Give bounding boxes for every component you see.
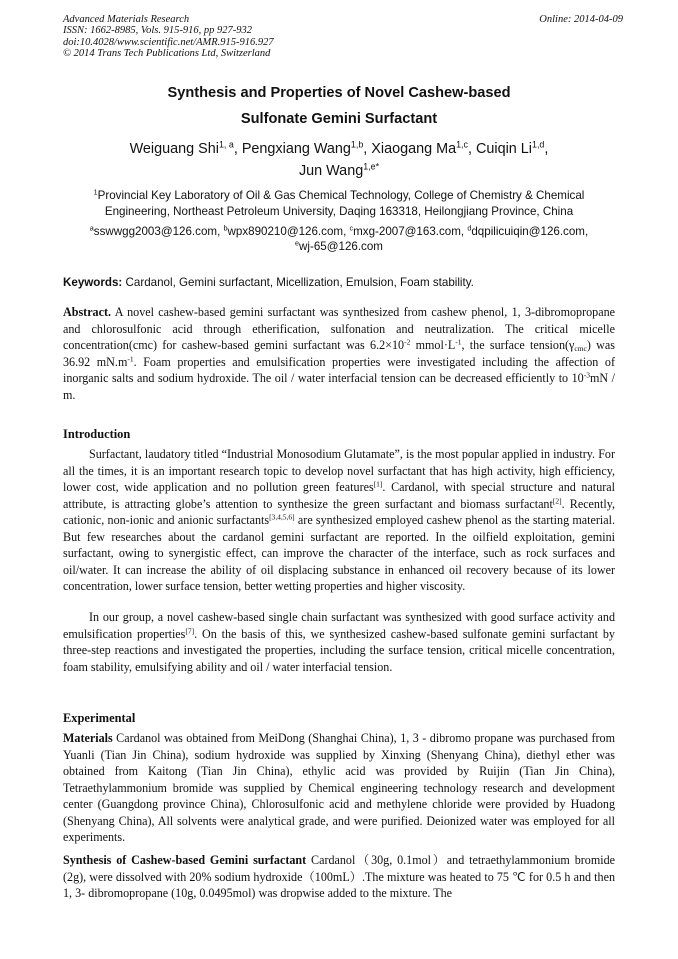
- author-name: Jun Wang: [298, 163, 364, 179]
- author-name: Weiguang Shi: [129, 141, 219, 157]
- title-line-1: Synthesis and Properties of Novel Cashew-based: [167, 85, 511, 101]
- email-link[interactable]: mxg-2007@163.com: [353, 225, 461, 238]
- citation[interactable]: [2]: [552, 496, 562, 505]
- email-list: $^a$sswwgg2003@126.com, $^b$wpx890210@126.com, $^c$mxg-2007@163.com, $^d$dqpilicuiqin@126.com, $^e$wj-65@126.com: [89, 223, 589, 253]
- title-line-2: Sulfonate Gemini Surfactant: [240, 111, 438, 127]
- email-link[interactable]: wpx890210@126.com: [227, 225, 344, 238]
- introduction-paragraph-1: Surfactant, laudatory titled “Industrial Monosodium Glutamate”, is the most popular applied in industry. For all the times, it is an important research topic to develop novel surfactant that has high activity, high efficiency, lower cost, wide application and no pollution green features[1]. Cardanol, with special structure and natural attribute, is attracting globe’s attention to synthesize the green surfactant and biomass surfactant[2]. Recently, cationic, non-ionic and anionic surfactants[3,4,5,6] are synthesized employed cashew phenol as the starting material. But few researches about the cardanol gemini surfactant are reported. In the oilfield exploitation, gemini surfactant, owing to synergistic effect, can improve the character of the interface, such as rock surfaces and oil/water. It can increase the ability of oil displacing substance in enhanced oil recovery because of its lower concentration, lower surface tension, better wetting properties and higher viscosity.: [63, 447, 616, 593]
- corresponding-author-asterisk: *: [375, 161, 380, 172]
- citation[interactable]: [3,4,5,6]: [269, 512, 295, 522]
- email-link[interactable]: wj-65@126.com: [299, 240, 383, 253]
- journal-doi: doi:10.4028/www.scientific.net/AMR.915-916.927: [63, 36, 274, 48]
- affiliation-line-1: Provincial Key Laboratory of Oil & Gas Chemical Technology, College of Chemistry & Chemical: [97, 189, 585, 202]
- paper-title: [63, 80, 615, 132]
- synthesis-label: Synthesis of Cashew-based Gemini surfactant: [63, 853, 307, 867]
- email-link[interactable]: dqpilicuiqin@126.com: [471, 225, 585, 238]
- materials-label: Materials: [63, 731, 113, 745]
- author-list: Weiguang Shi$^{1, a}$, Pengxiang Wang$^{1,b}$, Xiaogang Ma$^{1,c}$, Cuiqin Li$^{1,d}$, Jun Wang$^{1,e*}$: [129, 139, 549, 179]
- citation[interactable]: [7]: [185, 626, 195, 635]
- abstract: Abstract. A novel cashew-based gemini surfactant was synthesized from cashew phenol, 1, 3-dibromopropane and chlorosulfonic acid through etherification, sulfonation and neutralization. The critical micelle concentration(cmc) for cashew-based gemini surfactant was $6.2\times 10^{-2}$ $mmol\cdot L^{-1}$, the surface $tension(\gamma_{cmc})$ was 36.92 $mN.m^{-1}$. Foam properties and emulsification properties were investigated including the affection of inorganic salts and sodium hydroxide. The oil / water interfacial tension can be decreased efficiently to $10^{-3}mN$ / m.: [63, 305, 615, 402]
- journal-header: [63, 14, 623, 60]
- synthesis-paragraph: Synthesis of Cashew-based Gemini surfactant Cardanol（30g, 0.1mol）and tetraethylammonium bromide (2g), were dissolved with 20% sodium hydroxide（100mL）.The mixture was heated to 75 ℃ for 0.5 h and then 1, 3- dibromopropane (10g, 0.0495mol) was dropwise added to the mixture. The: [63, 853, 615, 900]
- author-affiliation-mark: 1, a: [218, 139, 234, 150]
- section-heading-introduction: Introduction: [63, 427, 131, 441]
- introduction-paragraph-2: In our group, a novel cashew-based single chain surfactant was synthesized with good surface activity and emulsification properties[7]. On the basis of this, we synthesized cashew-based sulfonate gemini surfactant by three-step reactions and investigated the properties, including the surface tension, critical micelle concentration, foam stability, emulsifying ability and oil / water interfacial tension.: [63, 610, 615, 674]
- author-affiliation-mark: 1,b: [350, 139, 364, 150]
- author-name: Cuiqin Li: [475, 141, 532, 157]
- online-date: Online: 2014-04-09: [539, 14, 623, 25]
- keywords: [63, 276, 615, 290]
- section-heading-experimental: Experimental: [63, 711, 136, 725]
- journal-name: Advanced Materials Research: [63, 14, 190, 25]
- keywords-text: Cardanol, Gemini surfactant, Micellization, Emulsion, Foam stability.: [125, 276, 474, 289]
- email-link[interactable]: sswwgg2003@126.com: [93, 225, 218, 238]
- author-name: Pengxiang Wang: [241, 141, 351, 157]
- abstract-label: Abstract.: [63, 305, 112, 319]
- author-name: Xiaogang Ma: [371, 141, 457, 157]
- author-affiliation-mark: 1,d: [531, 139, 545, 150]
- author-affiliation-mark: 1,e*: [363, 161, 380, 172]
- journal-issn: ISSN: 1662-8985, Vols. 915-916, pp 927-932: [63, 25, 252, 37]
- keywords-label: Keywords:: [63, 276, 123, 289]
- materials-paragraph: Materials Cardanol was obtained from MeiDong (Shanghai China), 1, 3 - dibromo propane was purchased from Yuanli (Tian Jin China), sodium hydroxide was supplied by Xinxing (Shenyang China), diethyl ether was obtained from Kaitong (Tian Jin China), ethylic acid was provided by Ruijin (Tian Jin China), Tetraethylammonium bromide was supplied by Chemical engineering technology research and development center (Guangdong province China), Chlorosulfonic acid and methylene chloride were provided by Huadong (Shenyang China), All solvents were analytical grade, and were purified. Deionized water was employed for all experiments.: [63, 731, 615, 844]
- journal-copyright: © 2014 Trans Tech Publications Ltd, Switzerland: [63, 48, 271, 60]
- author-affiliation-mark: 1,c: [456, 139, 468, 150]
- affiliation-mark: 1: [93, 187, 98, 197]
- affiliation: [63, 188, 615, 220]
- affiliation-line-2: Engineering, Northeast Petroleum University, Daqing 163318, Heilongjiang Province, China: [104, 205, 574, 218]
- citation[interactable]: [1]: [373, 479, 383, 489]
